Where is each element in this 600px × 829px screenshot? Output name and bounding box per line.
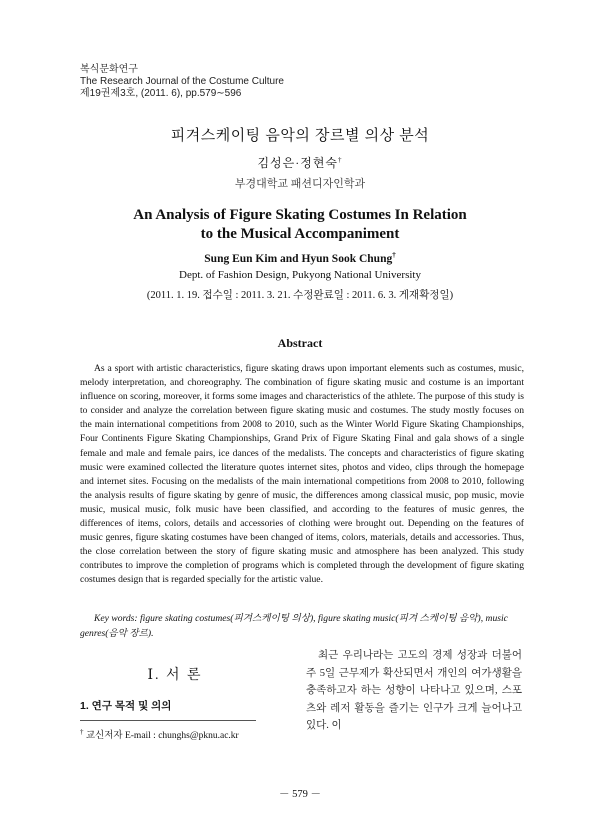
- volume-info: 제19권제3호, (2011. 6), pp.579∼596: [80, 88, 242, 99]
- english-title-line-2: to the Musical Accompaniment: [200, 226, 400, 242]
- section-heading: Ⅰ. 서 론: [147, 668, 203, 683]
- korean-title: 피겨스케이팅 음악의 장르별 의상 분석: [170, 127, 430, 144]
- korean-authors: [0, 154, 600, 171]
- footnote-divider: [80, 720, 256, 721]
- footnote-text: 교신저자 E-mail : chunghs@pknu.ac.kr: [85, 731, 239, 741]
- journal-name-korean: 복식문화연구: [80, 64, 138, 75]
- journal-header: [80, 64, 284, 100]
- korean-authors-names: 김성은·정현숙: [257, 156, 339, 170]
- english-title-line-1: An Analysis of Figure Skating Costumes In Relation: [133, 207, 467, 223]
- english-authors-names: Sung Eun Kim and Hyun Sook Chung: [204, 252, 393, 265]
- english-authors: [0, 251, 600, 265]
- english-affiliation: Dept. of Fashion Design, Pukyong National University: [179, 269, 421, 281]
- page-number: － 579 －: [279, 789, 321, 800]
- abstract-body: As a sport with artistic characteristics, figure skating draws upon important elements such as costumes, music, melody interpretation, and choreography. The combination of figure skating music and costume is an important influence on scoring, moreover, it forms some images and characteristics of the athlete. The purpose of this study is to consider and analyze the correlation between figure skating music and costumes. The study mostly focuses on the main international competitions from 2008 to 2010, such as the Winter World Figure Skating Championships, Four Continents Figure Skating Championships, Grand Prix of Figure Skating Final and gala shows of a single female and male and female pairs, ice dances of the medalists. The concepts and characteristics of figure skating music were examined collected the literature quotes internet sites, photos and video, clips through the homepage and internet sites. Focusing on the medalists of the main international competitions from 2008 to 2010, following the analysis results of figure skating by genre of music, the differences among classical music, pop music, movie music, musical music, folk music have been classified, and according to the features of music genres, the differences of items, colors, details and accessories of clothing were brought out. Depending on the features of music genres, figure skating costumes have been changed of items, colors, materials, details and accessories. Thus, the close correlation between the story of figure skating music and atmosphere has been analyzed. This study contributes to improve the completion of programs which is completed through the development of figure skating costumes design that is regarded specially for the artistic value.: [80, 363, 524, 586]
- subsection-heading: 1. 연구 목적 및 의의: [80, 700, 172, 712]
- corresponding-author-mark: †: [338, 156, 343, 164]
- journal-name-english: The Research Journal of the Costume Culture: [80, 76, 284, 87]
- abstract-heading: Abstract: [277, 336, 323, 350]
- footnote: [80, 727, 239, 741]
- english-corresponding-mark: †: [392, 251, 396, 259]
- keywords: Key words: figure skating costumes(피겨스케이팅 의상), figure skating music(피겨 스케이팅 음악), music genres(음악 장르).: [80, 613, 508, 639]
- submission-dates: (2011. 1. 19. 접수일 : 2011. 3. 21. 수정완료일 : 2011. 6. 3. 게재확정일): [146, 290, 454, 301]
- body-text-right-column: 최근 우리나라는 고도의 경제 성장과 더불어 주 5일 근무제가 확산되면서 개인의 여가생활을 충족하고자 하는 성향이 나타나고 있으며, 스포츠와 레저 활동을 즐기는 인구가 크게 늘어나고 있다. 이: [306, 650, 522, 731]
- footnote-mark: †: [80, 727, 84, 736]
- english-title: [0, 206, 600, 244]
- korean-affiliation: 부경대학교 패션디자인학과: [234, 178, 366, 190]
